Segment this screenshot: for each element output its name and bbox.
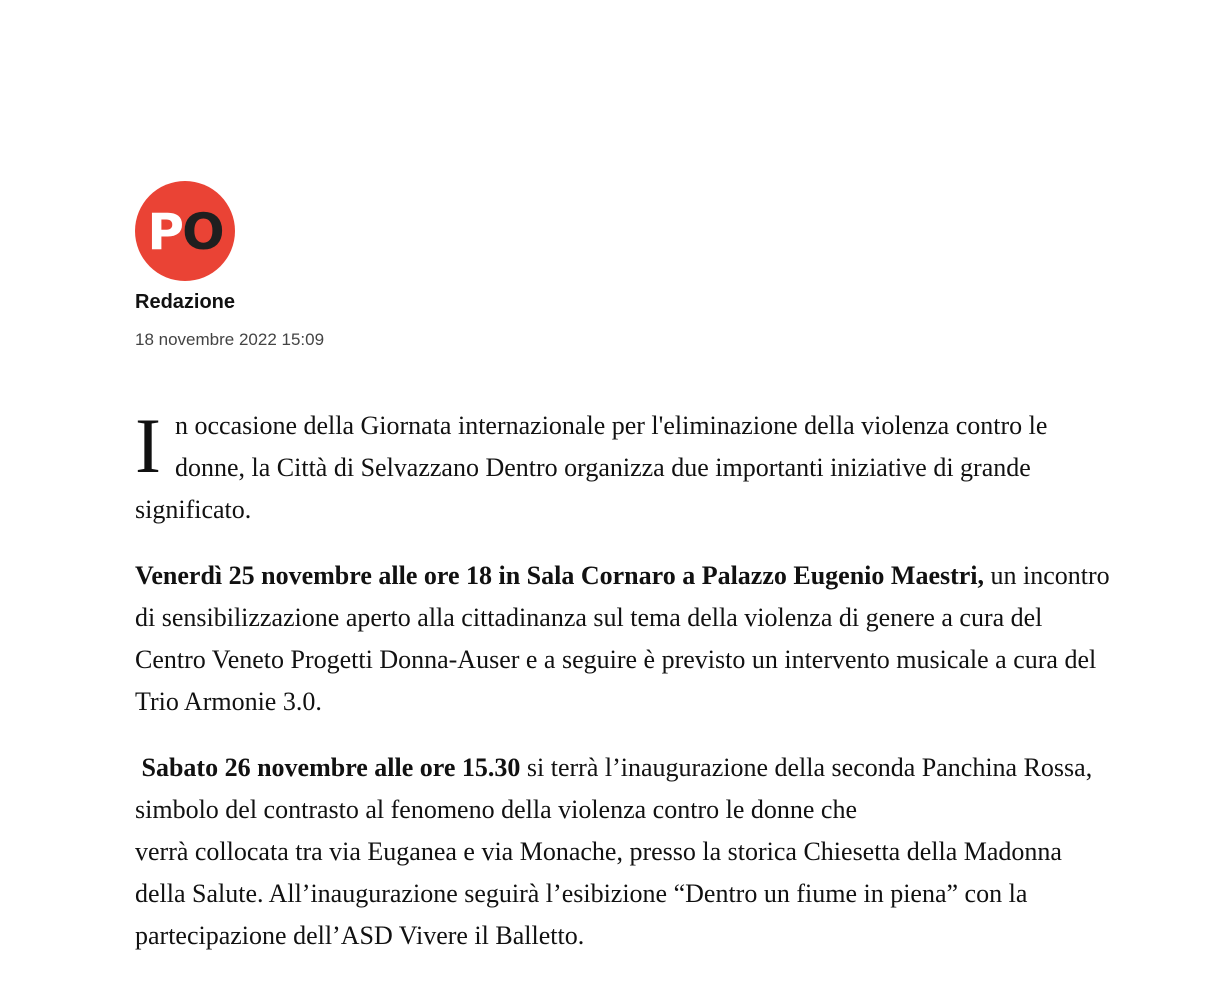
drop-cap: I xyxy=(135,402,161,489)
publish-date: 18 novembre 2022 15:09 xyxy=(135,330,325,349)
avatar-letter-o: O xyxy=(182,203,223,261)
article-body xyxy=(135,402,1110,957)
author-avatar[interactable] xyxy=(135,181,235,281)
paragraph-saturday xyxy=(135,747,1110,957)
paragraph-intro-text: n occasione della Giornata internazionale per l'eliminazione della violenza contro le donne, la Città di Selvazzano Dentro organizza due importanti iniziative di grande significato. xyxy=(135,411,1048,524)
saturday-event-text-2: verrà collocata tra via Euganea e via Monache, presso la storica Chiesetta della Madonna della Salute. All’inaugurazione seguirà l’esibizione “Dentro un fiume in piena” con la partecipazione dell’ASD Vivere il Balletto. xyxy=(135,837,1062,950)
friday-event-text: un incontro di sensibilizzazione aperto alla cittadinanza sul tema della violenza di genere a cura del Centro Veneto Progetti Donna-Auser e a seguire è previsto un intervento musicale a cura del Trio Armonie 3.0. xyxy=(135,561,1110,716)
saturday-event-heading: Sabato 26 novembre alle ore 15.30 xyxy=(135,753,521,782)
friday-event-heading: Venerdì 25 novembre alle ore 18 in Sala Cornaro a Palazzo Eugenio Maestri, xyxy=(135,561,985,590)
paragraph-intro xyxy=(135,402,1110,531)
article xyxy=(135,181,1110,981)
avatar-logo xyxy=(147,203,223,261)
saturday-event-text-1: si terrà l’inaugurazione della seconda Panchina Rossa, simbolo del contrasto al fenomeno della violenza contro le donne che xyxy=(135,753,1093,824)
author-name[interactable]: Redazione xyxy=(135,291,236,313)
paragraph-friday xyxy=(135,555,1110,723)
avatar-letter-p: P xyxy=(147,203,183,261)
